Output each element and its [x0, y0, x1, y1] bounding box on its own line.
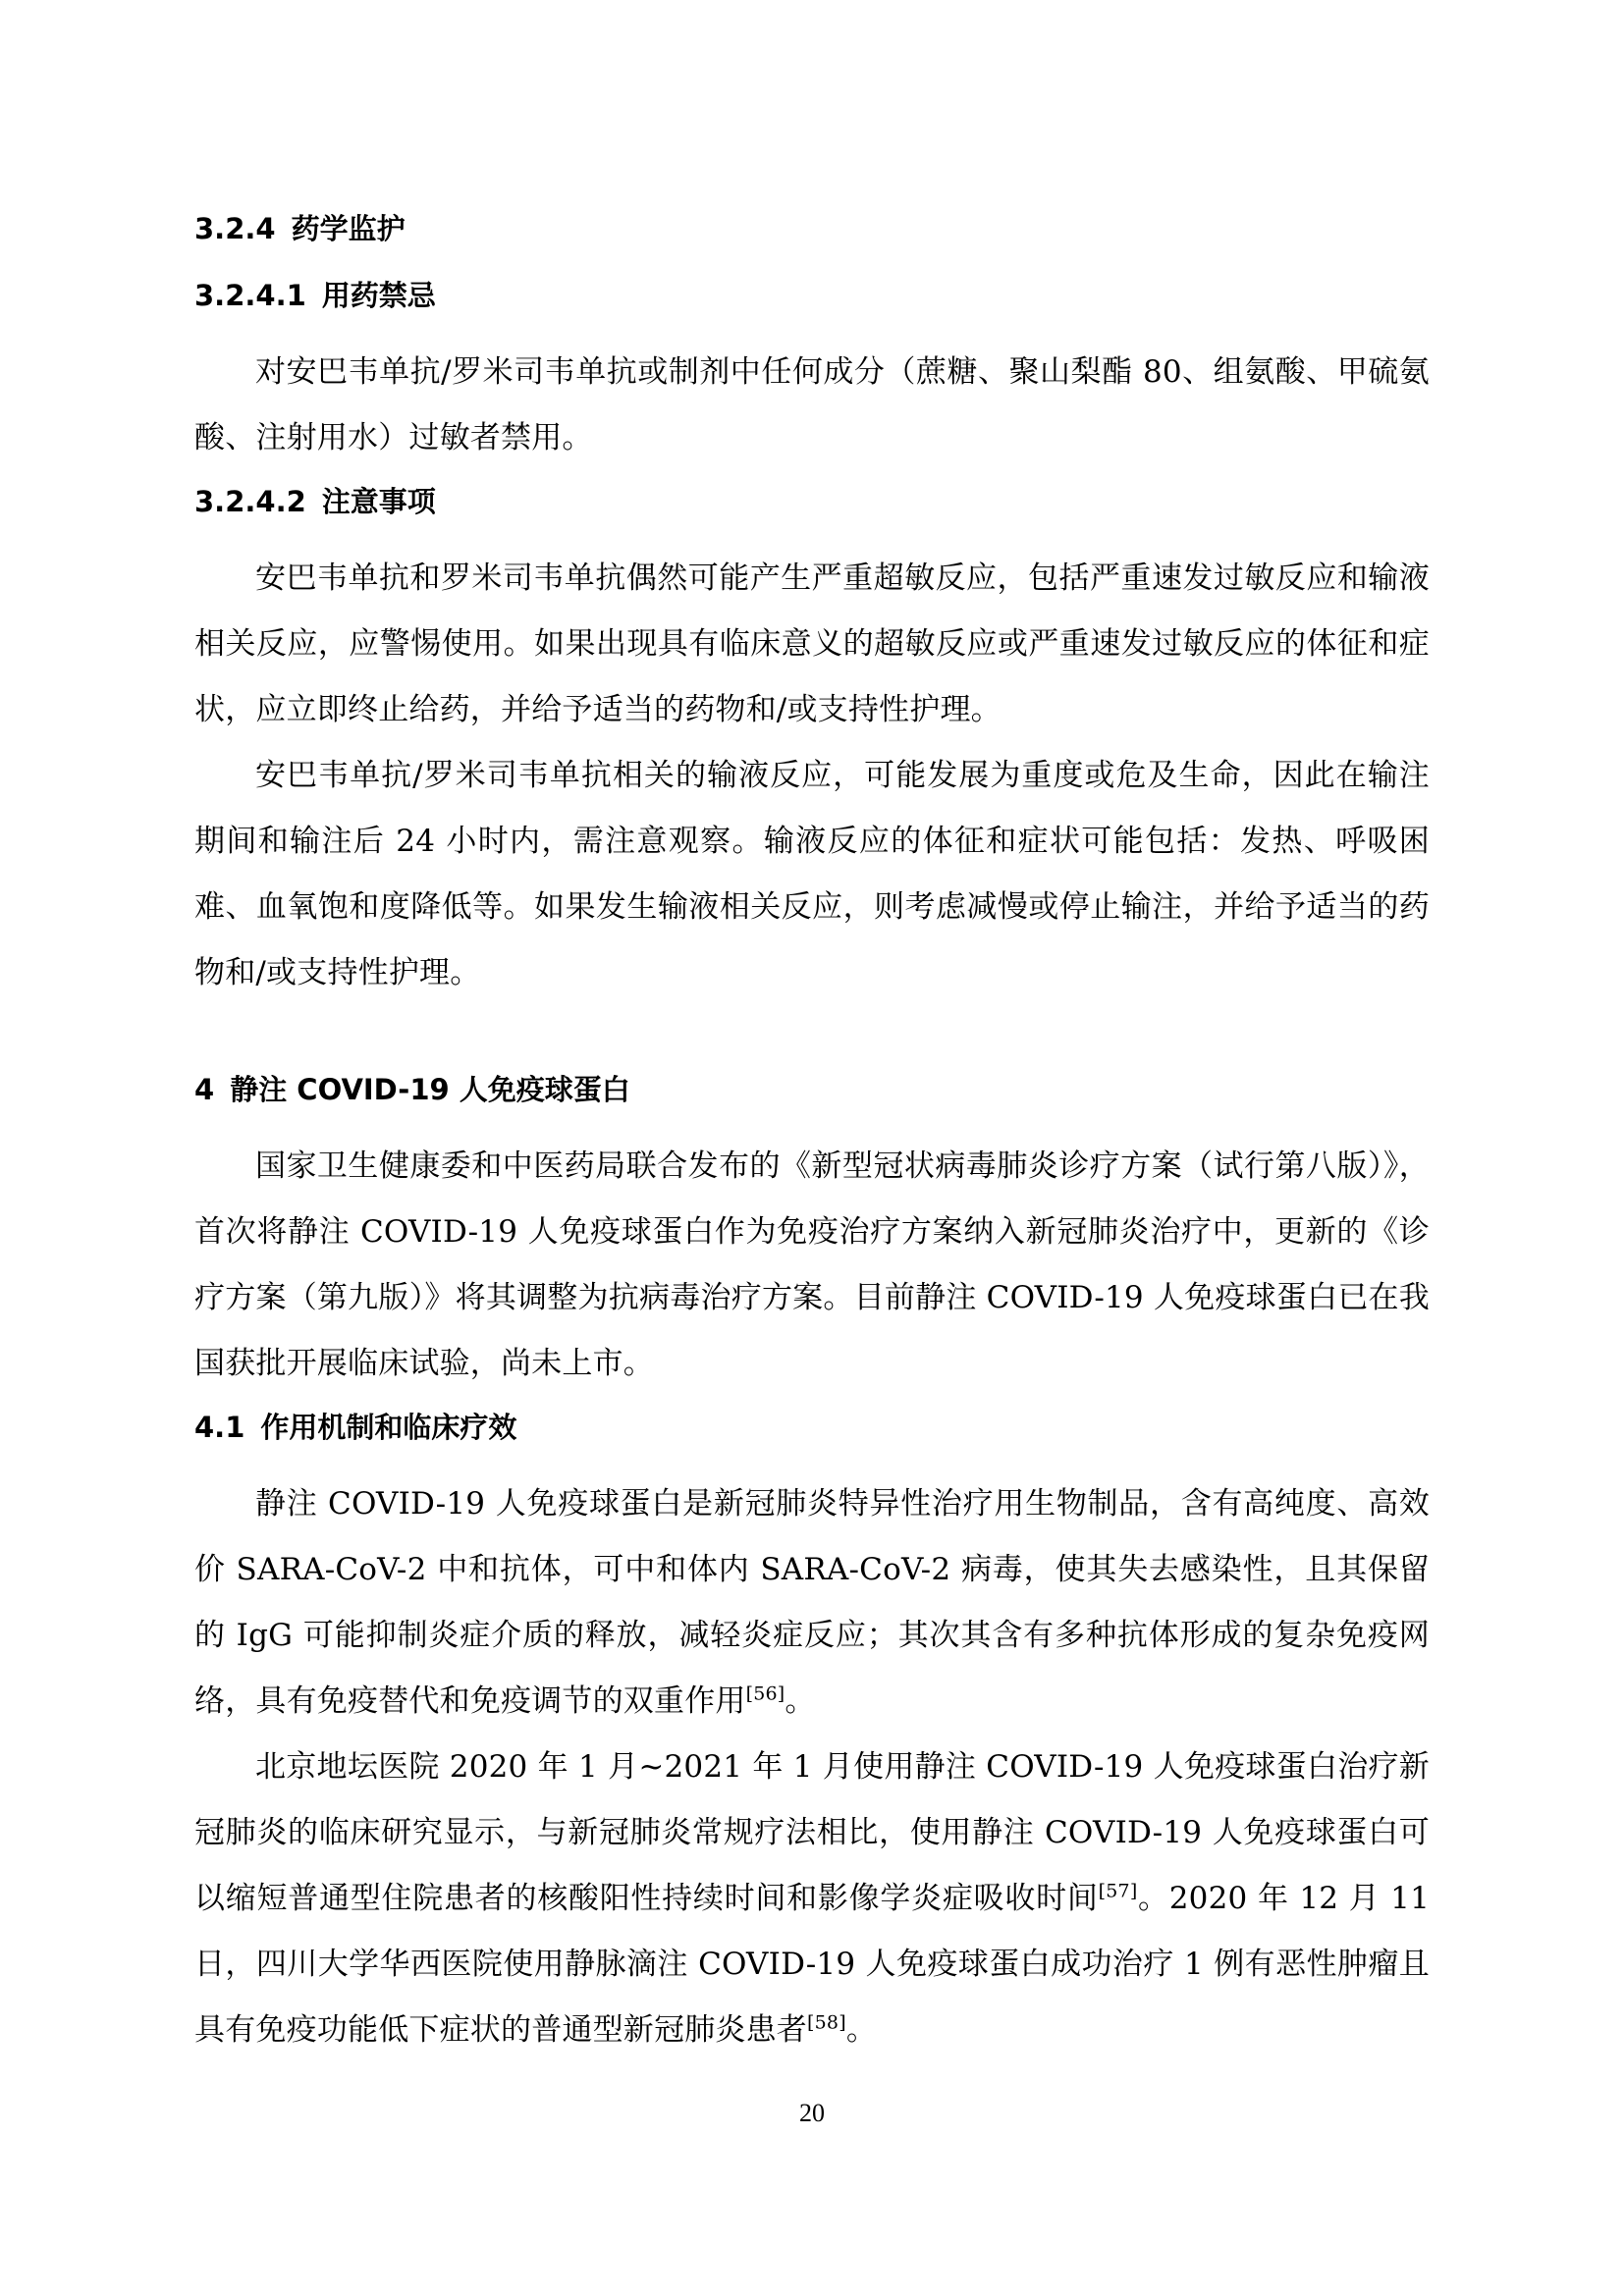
section-number: 4.1	[194, 1411, 245, 1444]
paragraph-infusion-reaction: 安巴韦单抗/罗米司韦单抗相关的输液反应，可能发展为重度或危及生命，因此在输注期间和输注后 24 小时内，需注意观察。输液反应的体征和症状可能包括：发热、呼吸困难、血氧饱和度降低等。如果发生输液相关反应，则考虑减慢或停止输注，并给予适当的药物和/或支持性护理。	[194, 758, 1430, 990]
section-heading-4	[194, 1067, 1430, 1112]
section-number: 3.2.4.1	[194, 279, 306, 312]
section-title: 静注 COVID-19 人免疫球蛋白	[230, 1073, 630, 1106]
section-heading-3-2-4	[194, 206, 1430, 251]
paragraph-text: 静注 COVID-19 人免疫球蛋白是新冠肺炎特异性治疗用生物制品，含有高纯度、高效价 SARA-CoV-2 中和抗体，可中和体内 SARA-CoV-2 病毒，使其失去感染性，且其保留的 IgG 可能抑制炎症介质的释放，减轻炎症反应；其次其含有多种抗体形成的复杂免疫网络，具有免疫替代和免疫调节的双重作用	[194, 1486, 1430, 1719]
section-title: 注意事项	[321, 485, 436, 518]
section-number: 4	[194, 1073, 215, 1106]
page-number: 20	[799, 2099, 825, 2127]
section-heading-4-1	[194, 1405, 1430, 1450]
citation-56: [56]	[745, 1682, 785, 1705]
paragraph-text: 北京地坛医院 2020 年 1 月~2021 年 1 月使用静注 COVID-19 人免疫球蛋白治疗新冠肺炎的临床研究显示，与新冠肺炎常规疗法相比，使用静注 COVID-19 人免疫球蛋白可以缩短普通型住院患者的核酸阳性持续时间和影像学炎症吸收时间	[194, 1749, 1430, 1916]
page-content	[194, 206, 1430, 2063]
paragraph-text: 。2020 年 12 月 11 日，四川大学华西医院使用静脉滴注 COVID-19 人免疫球蛋白成功治疗 1 例有恶性肿瘤且具有免疫功能低下症状的普通型新冠肺炎患者	[194, 1881, 1431, 2048]
section-number: 3.2.4	[194, 212, 276, 245]
section-title: 作用机制和临床疗效	[260, 1411, 517, 1444]
section-heading-3-2-4-1	[194, 273, 1430, 318]
paragraph-text-end: 。	[785, 1683, 816, 1719]
section-heading-3-2-4-2	[194, 479, 1430, 524]
section-title: 用药禁忌	[321, 279, 436, 312]
section-title: 药学监护	[291, 212, 406, 245]
paragraph-mechanism	[194, 1471, 1430, 1735]
citation-58: [58]	[807, 2011, 846, 2034]
paragraph-contraindications: 对安巴韦单抗/罗米司韦单抗或制剂中任何成分（蔗糖、聚山梨酯 80、组氨酸、甲硫氨酸、注射用水）过敏者禁用。	[194, 354, 1430, 455]
section-number: 3.2.4.2	[194, 485, 306, 518]
paragraph-immunoglobulin-intro: 国家卫生健康委和中医药局联合发布的《新型冠状病毒肺炎诊疗方案（试行第八版）》，首次将静注 COVID-19 人免疫球蛋白作为免疫治疗方案纳入新冠肺炎治疗中，更新的《诊疗方案（第九版）》将其调整为抗病毒治疗方案。目前静注 COVID-19 人免疫球蛋白已在我国获批开展临床试验，尚未上市。	[194, 1148, 1430, 1381]
paragraph-hypersensitivity: 安巴韦单抗和罗米司韦单抗偶然可能产生严重超敏反应，包括严重速发过敏反应和输液相关反应，应警惕使用。如果出现具有临床意义的超敏反应或严重速发过敏反应的体征和症状，应立即终止给药，并给予适当的药物和/或支持性护理。	[194, 561, 1430, 727]
citation-57: [57]	[1098, 1880, 1138, 1902]
paragraph-clinical-studies	[194, 1735, 1430, 2063]
paragraph-text-end: 。	[845, 2012, 878, 2048]
